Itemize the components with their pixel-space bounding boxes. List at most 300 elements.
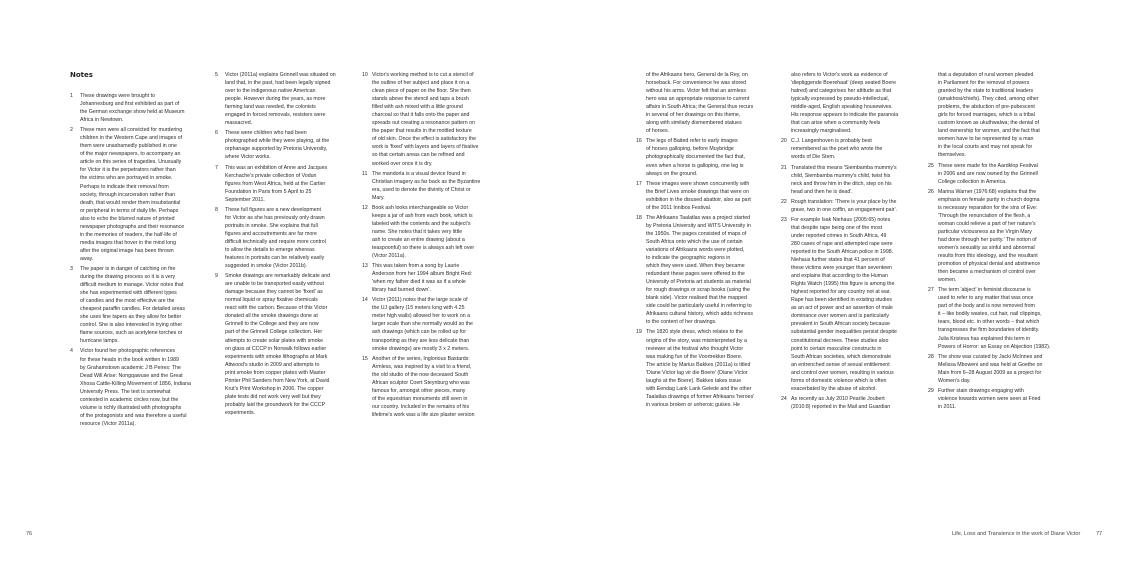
footnote-number: 2 bbox=[70, 127, 73, 134]
footnote-number: 23 bbox=[781, 216, 787, 223]
footnote-line: The show was curated by Jacki McInnes and bbox=[938, 353, 1043, 360]
footnote-line: the Brief Lives smoke drawings that were on bbox=[646, 188, 750, 195]
footnote-line: media images that hover in the mind long bbox=[80, 239, 177, 246]
footnote-number: 29 bbox=[928, 387, 934, 394]
footnote-line: people. However during the years, as more bbox=[225, 96, 326, 103]
footnote-line: Marina Warner (1976:68) explains that the bbox=[938, 188, 1037, 195]
footnote bbox=[781, 395, 919, 411]
footnote-line: tears, blood etc. in other words – that which bbox=[938, 319, 1040, 326]
footnote-line: the victims who are portrayed in smoke. bbox=[80, 175, 173, 182]
footnote bbox=[928, 387, 1068, 411]
footnote-line: hero was an appropriate response to current bbox=[646, 96, 750, 103]
footnote-line: part of the body and is now removed from bbox=[938, 303, 1035, 310]
footnote-line: dominance over women and is particularly bbox=[791, 313, 890, 320]
footnote-line: ash drawings (which can be rolled up for bbox=[372, 329, 466, 336]
footnote-number: 17 bbox=[636, 180, 642, 187]
footnote-line: under reported crimes in South Africa, 49 bbox=[791, 232, 887, 239]
footnote-line: constitutional decrees. These studies also bbox=[791, 337, 889, 344]
footnote-line: charcoal so that it falls onto the paper and bbox=[372, 112, 470, 119]
footnote-line: Afrikaans cultural history, which adds richness bbox=[646, 311, 753, 318]
footnote-line: that despite rape being one of the most bbox=[791, 224, 883, 231]
footnote-line: the outline of her subject and place it on a bbox=[372, 80, 470, 87]
footnote-line: typically expressed by pseudo-intellectual, bbox=[791, 96, 890, 103]
footnote-line: The term 'abject' in feminist discourse is bbox=[938, 287, 1031, 294]
footnote-line: grave, two in one coffin, an engagement pair'. bbox=[791, 206, 897, 213]
footnote-line: His response appears to indicate the paranoia bbox=[791, 112, 899, 119]
footnote-line: even when a horse is galloping, one leg is bbox=[646, 162, 744, 169]
footnote-number: 1 bbox=[70, 93, 73, 99]
footnote-line: figures from West Africa, held at the Cartier bbox=[225, 180, 326, 187]
footnote-line: in 2011. bbox=[938, 403, 957, 410]
footnote-line: features in portraits can be relatively easily bbox=[225, 255, 325, 262]
footnote bbox=[215, 129, 355, 161]
footnote-line: hurricane lamps. bbox=[80, 338, 119, 345]
footnote-line: library had burned down'. bbox=[372, 287, 431, 294]
footnote-line: These were made for the Aardklop Festival bbox=[938, 162, 1038, 169]
footnote-line: of old skin. Once the effect is satisfactory the bbox=[372, 136, 477, 143]
footnote bbox=[215, 206, 355, 270]
footnote-line: This was taken from a song by Laurie bbox=[372, 263, 460, 270]
footnote-line: of the equestrian monuments still seen in bbox=[372, 395, 468, 402]
footnote-line: University of Pretoria art students as material bbox=[646, 279, 751, 286]
footnote-line: This was an exhibition of Anne and Jacques bbox=[225, 164, 328, 171]
footnote bbox=[636, 214, 774, 327]
footnote-line: contested in academic circles now, but the bbox=[80, 396, 179, 403]
footnote-number: 27 bbox=[928, 287, 934, 294]
footnote-number: 25 bbox=[928, 162, 934, 169]
footnote bbox=[362, 71, 502, 168]
footnote-line: (Victor 2011a). bbox=[372, 253, 406, 260]
footnote-line: during the drawing process so it is a very bbox=[80, 274, 176, 281]
footnote-line: and explains that according to the Human bbox=[791, 273, 888, 280]
footnote-line: by Grahamstown academic J B Peires: The bbox=[80, 364, 181, 371]
footnote-line: flame sources, such as acetylene torches or bbox=[80, 330, 183, 337]
footnote-line: 'diepliggende Boerehaat' (deep seated Boere bbox=[791, 80, 897, 87]
footnote-line: after the original image has been thrown bbox=[80, 247, 174, 254]
footnote-line: for Victor as she has previously only drawn bbox=[225, 214, 325, 221]
footnote-line: plate tests did not work very well but they bbox=[225, 393, 321, 400]
footnote-line: an entrenched sense of sexual entitlement bbox=[791, 361, 890, 368]
footnote-line: Translated this means 'Siembamba mummy's bbox=[791, 164, 897, 171]
footnote-line: labeled with the contents and the subject's bbox=[372, 220, 471, 227]
footnote-line: side could be particularly useful in referring to bbox=[646, 303, 752, 310]
footnote-number: 19 bbox=[636, 329, 642, 336]
footnote-line: The Afrikaans Taalatlas was a project started bbox=[646, 214, 751, 221]
footnote-line: work is 'fixed' with layers and layers of fixative bbox=[372, 144, 479, 151]
footnote bbox=[781, 198, 919, 214]
footnote-line: The article by Marius Bakkes (2011a) is titled bbox=[646, 361, 751, 368]
footnote-line: smoke drawings) are mostly 3 x 2 meters. bbox=[372, 345, 470, 352]
footnote-line: portraits in smoke. She explains that full bbox=[225, 222, 318, 229]
footnote-line: South Africa onto which the use of certain bbox=[646, 238, 743, 245]
footnote-line: to the content of her drawings. bbox=[646, 319, 717, 326]
footnote-line: Armless, was inspired by a visit to a friend, bbox=[372, 363, 472, 370]
footnote-line: transporting as they are less delicate than bbox=[372, 337, 470, 344]
footnote-line: Book ash looks interchangeable so Victor bbox=[372, 204, 469, 211]
footnote-line: transgresses the firm boundaries of identity. bbox=[938, 327, 1040, 334]
footnote-line: of horses galloping, before Muybridge bbox=[646, 146, 734, 153]
footnote-line: clean piece of paper on the floor. She then bbox=[372, 88, 471, 95]
footnote-line: Another of the series, Inglorious Bastards: bbox=[372, 355, 470, 362]
notes-column-3 bbox=[362, 71, 502, 421]
footnote-line: Anderson from her 1994 album Bright Red: bbox=[372, 271, 473, 278]
notes-heading: Notes bbox=[70, 71, 93, 79]
footnote-line: custom known as ukuthwalwa; the denial of bbox=[938, 120, 1039, 127]
footnote-line: the UJ gallery (15 meters long with 4.25 bbox=[372, 305, 465, 312]
footnote-line: it – like bodily wastes, cut hair, nail clippings, bbox=[938, 311, 1042, 318]
footnote-line: The 1820 style dress, which relates to the bbox=[646, 329, 743, 336]
footnote-line: damage because they cannot be 'fixed' as bbox=[225, 289, 323, 296]
footnote-line: experiments with smoke lithographs at Mark bbox=[225, 353, 328, 360]
footnote-line: that can arise when a community feels bbox=[791, 120, 881, 127]
footnote-line: These were children who had been bbox=[225, 130, 307, 137]
footnote-line: promotion of physical denial and abstinence bbox=[938, 261, 1041, 268]
footnote bbox=[70, 347, 206, 427]
footnote-line: as an act of power and an assertion of male bbox=[791, 305, 893, 312]
footnote-line: Smoke drawings are remarkably delicate and bbox=[225, 273, 331, 280]
footnote-line: ash to create an entire drawing (about a bbox=[372, 236, 465, 243]
footnote-line: The mandorla is a visual device found in bbox=[372, 170, 466, 177]
footnote-line: the German exchange show held at Museum bbox=[80, 109, 185, 116]
footnote-line: increasingly marginalised. bbox=[791, 128, 852, 135]
footnote-line: part of the Grinnell College collection. Her bbox=[225, 329, 323, 336]
footnote-line: then became a mechanism of control over bbox=[938, 269, 1036, 276]
footnote-line: These images were shown concurrently with bbox=[646, 180, 750, 187]
footnote-line: remembered as the poet who wrote the bbox=[791, 146, 883, 153]
footnote-line: Victor found her photographic references bbox=[80, 348, 176, 355]
footnote-line: with Eendag Lank Lank Gelede and the other bbox=[646, 385, 752, 392]
footnote-line: granted by the state to traditional leaders bbox=[938, 88, 1034, 95]
footnote-line: Victor's working method is to cut a stencil of bbox=[372, 72, 474, 78]
footnote-number: 20 bbox=[781, 138, 787, 145]
footnote-number: 13 bbox=[362, 263, 368, 270]
footnote-line: keeps a jar of ash from each book, which is bbox=[372, 212, 473, 219]
footnote bbox=[781, 71, 919, 135]
footnote bbox=[928, 286, 1068, 350]
footnote-line: suggested in smoke (Victor 2011b). bbox=[225, 263, 308, 270]
notes-column-5 bbox=[781, 71, 919, 413]
footnote-line: forms of domestic violence which is often bbox=[791, 377, 887, 384]
footnote-line: Powers of Horror: an Essay on Abjection (1982). bbox=[938, 343, 1051, 350]
footnote-line: Rough translation: 'There is your place by the bbox=[791, 198, 897, 205]
footnote-line: Africa in Newtown. bbox=[80, 117, 124, 124]
footnote-line: spreads out creating a resonance pattern on bbox=[372, 120, 476, 127]
footnote-line: Women's day. bbox=[938, 377, 971, 384]
footnote-line: photographed while they were playing, at the bbox=[225, 138, 330, 145]
footnote bbox=[781, 164, 919, 196]
footnote-number: 21 bbox=[781, 164, 787, 171]
footnote-line: Perhaps to indicate their removal from bbox=[80, 183, 169, 190]
footnote-line: point to certain masculine constructs in bbox=[791, 345, 882, 352]
footnote-line: always on the ground. bbox=[646, 170, 698, 177]
footnote-line: C.J. Langenhoven is probably best bbox=[791, 138, 872, 145]
footnote-line: prevalent in South African society because bbox=[791, 321, 890, 328]
footnote-line: difficult technically and require more control bbox=[225, 238, 326, 245]
footnote-line: blank side). Victor realised that the mapped bbox=[646, 295, 747, 302]
footnote-line: along with similarly dismembered statues bbox=[646, 120, 742, 127]
footnote-number: 9 bbox=[215, 273, 218, 280]
footnote-line: she has experimented with different types bbox=[80, 290, 177, 297]
footnote-line: highest reported for any country not at war. bbox=[791, 289, 891, 296]
footnote-line: Dead Will Arise: Nongqawuse and the Great bbox=[80, 372, 183, 379]
footnote-line: cheapest paraffin candles. For detailed areas bbox=[80, 306, 185, 313]
footnote-line: Johannesburg and first exhibited as part of bbox=[80, 101, 180, 108]
footnote-line: The legs of Baited refer to early images bbox=[646, 138, 738, 145]
footnote-line: head and then he is dead'. bbox=[791, 188, 853, 195]
footnote-line: she uses fine tapers as they allow for better bbox=[80, 314, 182, 321]
footnote-line: emphasis on female purity in church dogma bbox=[938, 196, 1040, 203]
footnote bbox=[636, 180, 774, 212]
footnote-line: girls for forced marriages, which is a tribal bbox=[938, 112, 1035, 119]
footnote-line: era, used to denote the divinity of Christ or bbox=[372, 186, 471, 193]
footnote-line: worked over once it is dry. bbox=[372, 160, 433, 167]
footnote-line: control. She is also interested in trying other bbox=[80, 322, 183, 329]
footnote-line: of horses. bbox=[646, 128, 670, 135]
footnote-line: variations of Afrikaans words were plotted, bbox=[646, 246, 745, 253]
footnote-line: results from this ideology, and the resultant bbox=[938, 253, 1038, 260]
footnote-line: violence towards women were seen at Fried bbox=[938, 395, 1041, 402]
footnote-line: reviewer at the festival who thought Victor bbox=[646, 345, 744, 352]
footnote-line: without his arms. Victor felt that an armless bbox=[646, 88, 746, 95]
footnote-line: of the Afrikaans hero, General de la Rey, on bbox=[646, 72, 748, 78]
footnote-line: exhibition in the disused abattoir, also as part bbox=[646, 196, 751, 203]
footnote-line: These full figures are a new development bbox=[225, 206, 322, 213]
footnote-line: women. bbox=[938, 277, 957, 284]
footnote-line: September 2011. bbox=[225, 196, 265, 203]
footnote-line: themselves. bbox=[938, 152, 967, 159]
footnote-line: engaged in forced removals, resisters were bbox=[225, 112, 326, 119]
footnote-number: 3 bbox=[70, 265, 73, 272]
footnote-line: by Pretoria University and WITS University in bbox=[646, 222, 751, 229]
footnote-line: where Victor works. bbox=[225, 154, 271, 161]
footnote-line: child, Siembamba mummy's child, twist his bbox=[791, 172, 891, 179]
footnote-line: of the protagonists and was therefore a useful bbox=[80, 412, 187, 419]
footnote-line: Grinnell to the College and they are now bbox=[225, 321, 319, 328]
footnote bbox=[781, 216, 919, 393]
footnote-number: 11 bbox=[362, 170, 368, 177]
footnote-line: Julia Kristeva has explained this term in bbox=[938, 335, 1031, 342]
footnote-line: (amakhosi/chiefs). They cited, among other bbox=[938, 96, 1039, 103]
footnote-line: are unable to be transported easily without bbox=[225, 281, 324, 288]
notes-column-2 bbox=[215, 71, 355, 419]
footnote-line: redundant these pages were offered to the bbox=[646, 271, 745, 278]
footnote-line: photographically documented the fact that, bbox=[646, 154, 745, 161]
footnote bbox=[70, 126, 206, 263]
footnote-line: Melissa Mboweni and was held at Goethe on bbox=[938, 361, 1043, 368]
footnote-line: figures and accoutrements are far more bbox=[225, 230, 317, 237]
footnote-line: Victor (2011) notes that the large scale of bbox=[372, 297, 468, 304]
footnote-line: article on this series of tragedies. Unusually bbox=[80, 159, 182, 166]
footnote-line: which they were used. When they became bbox=[646, 263, 745, 270]
footnote-line: newspaper photographs and their resonance bbox=[80, 223, 185, 230]
footnote-line: used to refer to any matter that was once bbox=[938, 295, 1034, 302]
footnote bbox=[215, 164, 355, 204]
footnote-line: massacred. bbox=[225, 120, 253, 127]
footnote bbox=[928, 162, 1068, 186]
footnote-line: react with the carbon. Because of this Victor bbox=[225, 305, 328, 312]
footnote-line: Mary. bbox=[372, 194, 385, 201]
footnote-line: exacerbated by the abuse of alcohol. bbox=[791, 385, 877, 392]
footnote-line: 'Diane Victor lag vir die Boere' (Diane Victor bbox=[646, 369, 748, 376]
footnote-line: in Parliament for the removal of powers bbox=[938, 80, 1030, 87]
footnote-line: Kerchache's private collection of Vodun bbox=[225, 172, 317, 179]
footnote-line: particular viciousness as the Virgin Mary bbox=[938, 228, 1032, 235]
footnote-line: Krut's Print Workshop in 2006. The copper bbox=[225, 385, 324, 392]
footnote-line: Printer Phil Sanders from New York, at David bbox=[225, 377, 330, 384]
footnote-line: Further stain drawings engaging with bbox=[938, 387, 1024, 394]
footnote-line: laughs at the Boere). Bakkes takes issue bbox=[646, 377, 742, 384]
footnote-line: or peripheral in terms of daily life. Perhaps bbox=[80, 207, 179, 214]
footnote-line: resource (Victor 2011a). bbox=[80, 420, 136, 427]
footnote-line: also to echo the blurred nature of printed bbox=[80, 215, 175, 222]
notes-column-6 bbox=[928, 71, 1068, 413]
footnote-line: As recently as July 2010 Pearlie Joubert bbox=[791, 395, 885, 402]
notes-column-4 bbox=[636, 71, 774, 411]
footnote-line: the paper that results in the mottled texture bbox=[372, 128, 472, 135]
footnote-line: the old studio of the now deceased South bbox=[372, 371, 469, 378]
footnote-line: of the 2011 Innibos Festival. bbox=[646, 204, 712, 211]
footnote bbox=[362, 355, 502, 419]
footnote-line: For example Isak Niehaus (2005:65) notes bbox=[791, 216, 891, 223]
footnote-line: to indicate the geographic regions in bbox=[646, 255, 731, 262]
footnote-line: Rights Watch (1995) this figure is among the bbox=[791, 281, 895, 288]
footnote-line: volume is richly illustrated with photographs bbox=[80, 404, 182, 411]
footnote-line: Victor (2011a) explains Grinnell was situated on bbox=[225, 72, 336, 78]
footnote-line: African sculptor Coert Steynburg who was bbox=[372, 379, 470, 386]
footnote-number: 8 bbox=[215, 206, 218, 213]
footnote-line: origins of the story, was misinterpreted by a bbox=[646, 337, 747, 344]
footnote-line: woman could relieve a part of her nature's bbox=[938, 220, 1036, 227]
footnote-line: lifetime's work was a life size plaster version bbox=[372, 411, 475, 418]
footnote-line: stands above the stencil and taps a brush bbox=[372, 96, 469, 103]
footnote-line: is necessary reparation for the sins of Eve: bbox=[938, 204, 1038, 211]
footnote bbox=[70, 92, 206, 124]
footnote-line: 'when my father died it was as if a whole bbox=[372, 279, 466, 286]
footnote-line: society, through incarceration rather than bbox=[80, 191, 176, 198]
footnote-line: (2010:8) reported in the Mail and Guardian bbox=[791, 403, 891, 410]
footnote bbox=[362, 204, 502, 260]
footnote-line: horseback. For convenience he was stored bbox=[646, 80, 747, 87]
footnote-line: women's sexuality as sinful and abnormal bbox=[938, 244, 1035, 251]
footnote-line: these victims were younger than seventeen bbox=[791, 265, 892, 272]
footnote bbox=[636, 328, 774, 408]
running-title: Life, Loss and Transience in the work of Diane Victor bbox=[952, 531, 1081, 537]
footnote-line: on glass at CCCP in Norwalk follows earlier bbox=[225, 345, 327, 352]
footnote-line: also refers to Victor's work as evidence of bbox=[791, 72, 888, 78]
footnote-line: probably laid the groundwork for the CCCP bbox=[225, 401, 326, 408]
footnote bbox=[215, 272, 355, 417]
footnote-line: Main from 6–28 August 2009 as a project for bbox=[938, 369, 1042, 376]
footnote-line: reported to the South African police in 1998. bbox=[791, 248, 894, 255]
footnote-line: affairs in South Africa; the General thus recurs bbox=[646, 104, 754, 111]
footnote bbox=[362, 170, 502, 202]
footnote-line: words of Die Stem. bbox=[791, 154, 836, 161]
footnote-line: College collection in America. bbox=[938, 178, 1007, 185]
footnote-line: Christian imagery as far back as the Byzantine bbox=[372, 178, 481, 185]
footnote-line: so that certain areas can be refined and bbox=[372, 152, 465, 159]
footnote-line: orphanage supported by Pretoria University, bbox=[225, 146, 328, 153]
footnote-line: over to the indigenous native American bbox=[225, 88, 316, 95]
footnote bbox=[70, 265, 206, 345]
footnote-line: for these heads in the book written in 1989 bbox=[80, 356, 179, 363]
footnote-line: Xhosa Cattle-Killing Movement of 1856, Indiana bbox=[80, 380, 191, 387]
footnote-line: children in the Western Cape and images of bbox=[80, 135, 183, 142]
footnote-line: that a deputation of rural women pleaded bbox=[938, 72, 1034, 78]
footnote-line: of the major newspapers, to accompany an bbox=[80, 151, 181, 158]
footnote-line: problems, the abduction of pre-pubescent bbox=[938, 104, 1035, 111]
footnote-line: away. bbox=[80, 255, 94, 262]
footnote-line: print smoke from copper plates with Master bbox=[225, 369, 326, 376]
footnote-line: Niehaus further states that 41 percent of bbox=[791, 257, 885, 264]
footnote-line: the 1950s. The pages consisted of maps of bbox=[646, 230, 747, 237]
footnote-line: hatred) and categorises her attitude as that bbox=[791, 88, 892, 95]
footnote-number: 15 bbox=[362, 355, 368, 362]
footnote-line: attempts to create solar plates with smoke bbox=[225, 337, 324, 344]
footnote bbox=[362, 296, 502, 352]
footnote-line: in several of her drawings on this theme, bbox=[646, 112, 741, 119]
footnote bbox=[781, 137, 919, 161]
footnote-number: 22 bbox=[781, 198, 787, 205]
footnote-number: 4 bbox=[70, 348, 73, 355]
footnote-line: These men were all convicted for murdering bbox=[80, 127, 183, 134]
footnote bbox=[928, 71, 1068, 160]
notes-column-1 bbox=[70, 71, 206, 430]
footnote-number: 18 bbox=[636, 214, 642, 221]
footnote-line: for rough drawings or scrap books (using the bbox=[646, 287, 750, 294]
footnote-line: University Press. The text is somewhat bbox=[80, 388, 171, 395]
footnote-line: name. She notes that it takes very little bbox=[372, 228, 463, 235]
footnote-line: death, that would render them insubstantial bbox=[80, 199, 181, 206]
right-page-number: 77 bbox=[1096, 531, 1103, 537]
footnote-line: for Victor it is the perpetrators rather than bbox=[80, 167, 176, 174]
footnote bbox=[636, 71, 774, 135]
footnote bbox=[928, 353, 1068, 385]
footnote-number: 12 bbox=[362, 204, 368, 211]
footnote-line: in the local courts and may not speak for bbox=[938, 144, 1033, 151]
footnote-line: Attwood's studio in 2009 and attempts to bbox=[225, 361, 320, 368]
footnote-line: of candles and the most effective are the bbox=[80, 298, 175, 305]
footnote-line: in the memories of readers, the half-life of bbox=[80, 231, 177, 238]
footnote-line: 280 cases of rape and attempted rape were bbox=[791, 240, 893, 247]
footnote-line: neck and throw him in the ditch, step on his bbox=[791, 180, 892, 187]
footnote-number: 16 bbox=[636, 138, 642, 145]
footnote-number: 28 bbox=[928, 353, 934, 360]
footnote bbox=[928, 188, 1068, 285]
footnote-number: 6 bbox=[215, 130, 218, 137]
footnote-line: Rape has been identified in existing studies bbox=[791, 297, 892, 304]
footnote-line: farming land was needed, the colonists bbox=[225, 104, 316, 111]
footnote-line: them were unashamedly published in one bbox=[80, 143, 177, 150]
footnote-line: filled with ash mixed with a little ground bbox=[372, 104, 463, 111]
footnote-line: difficult medium to manage. Victor notes that bbox=[80, 282, 184, 289]
footnote-number: 10 bbox=[362, 72, 368, 78]
footnote-line: was making fun of the Voortrekker Boere. bbox=[646, 353, 743, 360]
footnote-line: meter high walls) allowed her to work on a bbox=[372, 313, 471, 320]
footnote bbox=[215, 71, 355, 127]
footnote-line: women have to be represented by a man bbox=[938, 136, 1034, 143]
footnote-line: substantial gender inequalities persist despite bbox=[791, 329, 897, 336]
footnote-number: 24 bbox=[781, 395, 787, 402]
footnote-line: middle-aged, English speaking housewives. bbox=[791, 104, 893, 111]
footnote-line: Foundation in Paris from 5 April to 25 bbox=[225, 188, 312, 195]
footnote-number: 7 bbox=[215, 164, 218, 171]
footnote-line: The paper is in danger of catching on fire bbox=[80, 265, 176, 272]
footnote-line: land ownership for women, and the fact that bbox=[938, 128, 1040, 135]
footnote-line: and control over women, resulting in various bbox=[791, 369, 894, 376]
footnote-line: These drawings were brought to bbox=[80, 93, 155, 99]
footnote-number: 14 bbox=[362, 297, 368, 304]
footnote-line: normal liquid or spray fixative chemicals bbox=[225, 297, 318, 304]
